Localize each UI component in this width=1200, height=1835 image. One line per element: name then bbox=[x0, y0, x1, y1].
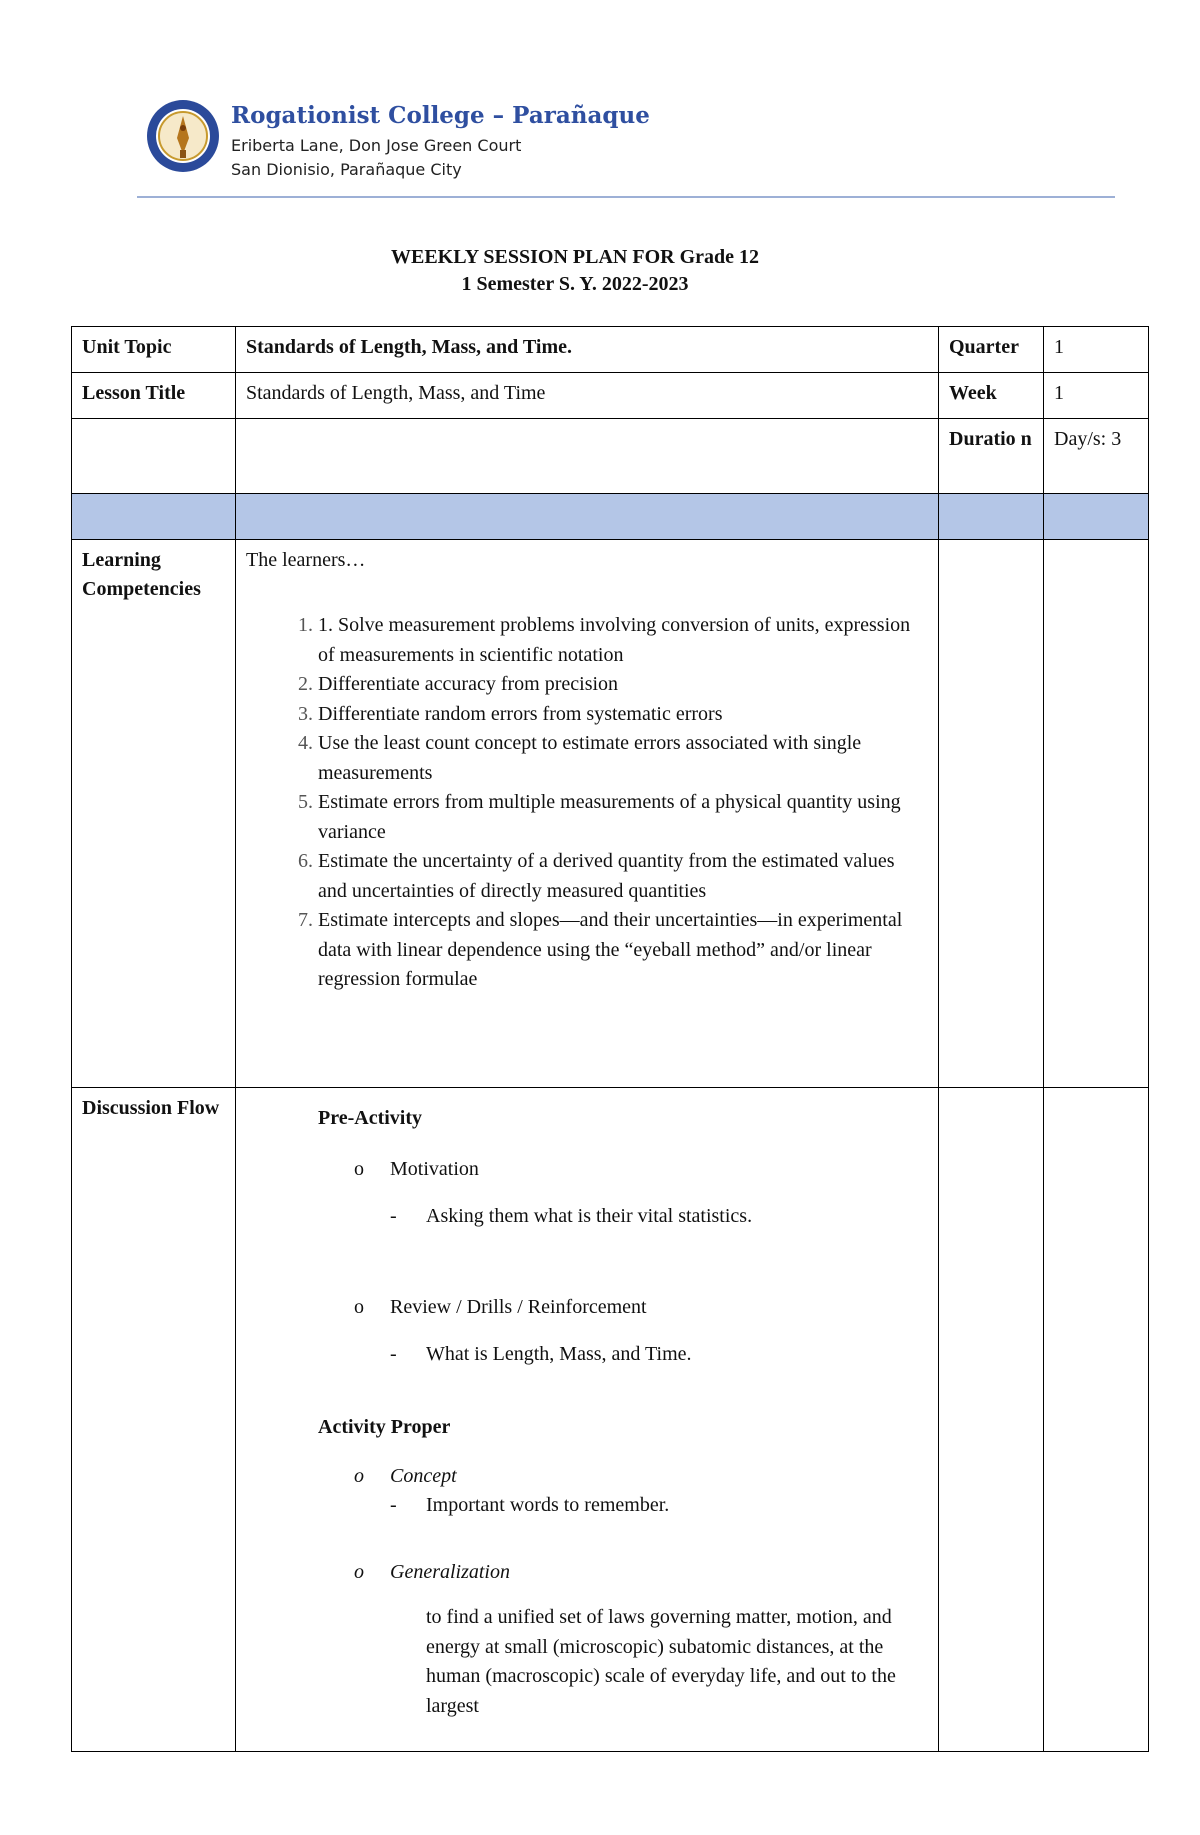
review-detail: What is Length, Mass, and Time. bbox=[426, 1343, 692, 1365]
letterhead bbox=[145, 98, 1105, 198]
unit-topic-value: Standards of Length, Mass, and Time. bbox=[236, 327, 939, 373]
shaded-cell bbox=[1044, 494, 1149, 540]
generalization-text: to find a unified set of laws governing matter, motion, and energy at small (microscopic) subatomic distances, at the human (macroscopic) scale of everyday life, and out to the largest bbox=[426, 1606, 896, 1717]
dash-bullet-icon: - bbox=[390, 1494, 397, 1516]
review-detail-item bbox=[318, 1340, 928, 1369]
shaded-cell bbox=[72, 494, 236, 540]
address-line-1: Eriberta Lane, Don Jose Green Court bbox=[231, 136, 522, 155]
college-seal-icon bbox=[145, 98, 221, 174]
concept-detail: Important words to remember. bbox=[426, 1494, 670, 1516]
pre-activity-block bbox=[246, 1155, 928, 1369]
row-duration bbox=[72, 419, 1149, 494]
empty-cell bbox=[939, 540, 1044, 1088]
concept-label: Concept bbox=[390, 1465, 457, 1487]
row-lesson-title bbox=[72, 373, 1149, 419]
competency-item: 7. Estimate intercepts and slopes—and their uncertainties—in experimental data with linear dependence using the “eyeball method” and/or linear regression formulae bbox=[318, 906, 928, 995]
circle-bullet-icon: o bbox=[354, 1296, 364, 1318]
discussion-cell bbox=[236, 1088, 939, 1752]
duration-label: Duratio n bbox=[939, 419, 1044, 494]
shaded-cell bbox=[939, 494, 1044, 540]
concept-item bbox=[318, 1462, 928, 1491]
competencies-intro: The learners… bbox=[246, 549, 366, 571]
motivation-detail: Asking them what is their vital statistics. bbox=[426, 1205, 753, 1227]
motivation-label: Motivation bbox=[390, 1158, 479, 1180]
competency-item: 2. Differentiate accuracy from precision bbox=[318, 670, 928, 700]
empty-cell bbox=[939, 1088, 1044, 1752]
circle-bullet-icon: o bbox=[354, 1465, 364, 1487]
empty-cell bbox=[72, 419, 236, 494]
pre-activity-title: Pre-Activity bbox=[318, 1107, 423, 1129]
row-unit-topic bbox=[72, 327, 1149, 373]
document-subtitle: 1 Semester S. Y. 2022-2023 bbox=[461, 273, 689, 295]
empty-cell bbox=[236, 419, 939, 494]
competencies-label: Learning Competencies bbox=[72, 540, 236, 1088]
lesson-title-value: Standards of Length, Mass, and Time bbox=[236, 373, 939, 419]
competency-item: 1. 1. Solve measurement problems involving conversion of units, expression of measurements in scientific notation bbox=[318, 611, 928, 670]
row-learning-competencies bbox=[72, 540, 1149, 1088]
review-item bbox=[318, 1293, 928, 1322]
document-title: WEEKLY SESSION PLAN FOR Grade 12 bbox=[390, 246, 760, 268]
empty-cell bbox=[1044, 540, 1149, 1088]
empty-cell bbox=[1044, 1088, 1149, 1752]
quarter-value: 1 bbox=[1044, 327, 1149, 373]
competency-item: 3. Differentiate random errors from systematic errors bbox=[318, 700, 928, 730]
circle-bullet-icon: o bbox=[354, 1561, 364, 1583]
competency-item: 5. Estimate errors from multiple measurements of a physical quantity using variance bbox=[318, 788, 928, 847]
activity-proper-title: Activity Proper bbox=[318, 1416, 451, 1438]
generalization-label: Generalization bbox=[390, 1561, 510, 1583]
review-label: Review / Drills / Reinforcement bbox=[390, 1296, 647, 1318]
competencies-cell bbox=[236, 540, 939, 1088]
quarter-label: Quarter bbox=[939, 327, 1044, 373]
college-name: Rogationist College – Parañaque bbox=[231, 102, 650, 129]
discussion-label: Discussion Flow bbox=[72, 1088, 236, 1752]
dash-bullet-icon: - bbox=[390, 1343, 397, 1365]
address-line-2: San Dionisio, Parañaque City bbox=[231, 160, 462, 179]
lesson-title-label: Lesson Title bbox=[72, 373, 236, 419]
activity-proper-block bbox=[246, 1462, 928, 1721]
motivation-item bbox=[318, 1155, 928, 1184]
competency-item: 6. Estimate the uncertainty of a derived quantity from the estimated values and uncertainties of directly measured quantities bbox=[318, 847, 928, 906]
shaded-cell bbox=[236, 494, 939, 540]
circle-bullet-icon: o bbox=[354, 1158, 364, 1180]
concept-detail-item bbox=[318, 1491, 928, 1520]
row-discussion-flow bbox=[72, 1088, 1149, 1752]
duration-value: Day/s: 3 bbox=[1044, 419, 1149, 494]
generalization-item bbox=[318, 1558, 928, 1587]
competency-item: 4. Use the least count concept to estimate errors associated with single measurements bbox=[318, 729, 928, 788]
week-value: 1 bbox=[1044, 373, 1149, 419]
week-label: Week bbox=[939, 373, 1044, 419]
shaded-separator-row bbox=[72, 494, 1149, 540]
header-divider bbox=[137, 196, 1115, 198]
competencies-list bbox=[246, 611, 928, 995]
unit-topic-label: Unit Topic bbox=[72, 327, 236, 373]
motivation-detail-item bbox=[318, 1202, 928, 1231]
dash-bullet-icon: - bbox=[390, 1205, 397, 1227]
session-plan-table bbox=[71, 326, 1149, 1752]
